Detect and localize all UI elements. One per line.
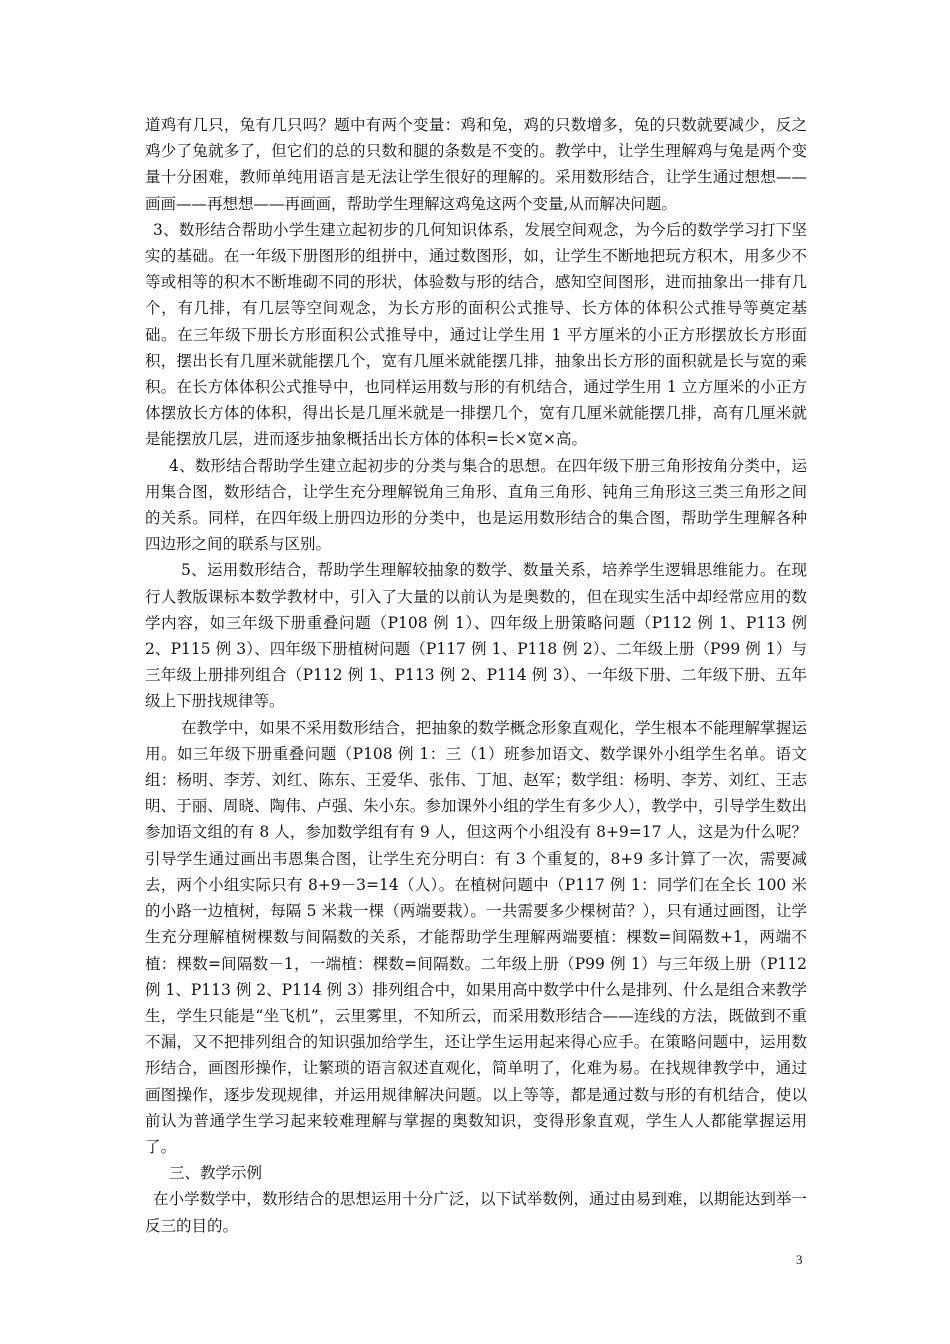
page-number: 3 [796,1252,803,1267]
document-body [145,112,807,1239]
paragraph-teaching-examples: 在教学中，如果不采用数形结合，把抽象的数学概念形象直观化，学生根本不能理解掌握运用。如三年级下册重叠问题（P108 例 1：三（1）班参加语文、数学课外小组学生名单。语文组：杨明、李芳、刘红、陈东、王爱华、张伟、丁旭、赵军；数学组：杨明、李芳、刘红、王志明、于丽、周晓、陶伟、卢强、朱小东。参加课外小组的学生有多少人），教学中，引导学生数出参加语文组的有 8 人，参加数学组有有 9 人，但这两个小组没有 8+9=17 人，这是为什么呢？引导学生通过画出韦恩集合图，让学生充分明白：有 3 个重复的，8+9 多计算了一次，需要减去，两个小组实际只有 8+9－3=14（人）。在植树问题中（P117 例 1：同学们在全长 100 米的小路一边植树，每隔 5 米栽一棵（两端要栽）。一共需要多少棵树苗？），只有通过画图，让学生充分理解植树棵数与间隔数的关系，才能帮助学生理解两端要植：棵数=间隔数+1，两端不植：棵数=间隔数－1，一端植：棵数=间隔数。二年级上册（P99 例 1）与三年级上册（P112 例 1、P113 例 2、P114 例 3）排列组合中，如果用高中数学中什么是排列、什么是组合来教学生，学生只能是“坐飞机”，云里雾里，不知所云，而采用数形结合——连线的方法，既做到不重不漏，又不把排列组合的知识强加给学生，还让学生运用起来得心应手。在策略问题中，运用数形结合，画图形操作，让繁琐的语言叙述直观化，简单明了，化难为易。在找规律教学中，通过画图操作，逐步发现规律，并运用规律解决问题。以上等等，都是通过数与形的有机结合，使以前认为普通学生学习起来较难理解与掌握的奥数知识，变得形象直观，学生人人都能掌握运用了。 [145,718,807,1156]
paragraph-intro-examples: 在小学数学中，数形结合的思想运用十分广泛，以下试举数例，通过由易到难，以期能达到举一反三的目的。 [145,1190,807,1235]
paragraph-point-3: 3、数形结合帮助小学生建立起初步的几何知识体系，发展空间观念，为今后的数学学习打下坚实的基础。在一年级下册图形的组拼中，通过数图形，如，让学生不断地把玩方积木，用多少不等或相等的积木不断堆砌不同的形状，体验数与形的结合，感知空间图形，进而抽象出一排有几个，有几排，有几层等空间观念，为长方形的面积公式推导、长方体的体积公式推导等奠定基础。在三年级下册长方形面积公式推导中，通过让学生用 1 平方厘米的小正方形摆放长方形面积，摆出长有几厘米就能摆几个，宽有几厘米就能摆几排，抽象出长方形的面积就是长与宽的乘积。在长方体体积公式推导中，也同样运用数与形的有机结合，通过学生用 1 立方厘米的小正方体摆放长方体的体积，得出长是几厘米就是一排摆几个，宽有几厘米就能摆几排，高有几厘米就是能摆放几层，进而逐步抽象概括出长方体的体积=长×宽×高。 [145,220,807,449]
paragraph-chicken-rabbit: 道鸡有几只，兔有几只吗？题中有两个变量：鸡和兔，鸡的只数增多，兔的只数就要减少，反之鸡少了兔就多了，但它们的总的只数和腿的条数是不变的。教学中，让学生理解鸡与兔是两个变量十分困难，教师单纯用语言是无法让学生很好的理解的。采用数形结合，让学生通过想想——画画——再想想——再画画，帮助学生理解这鸡兔这两个变量,从而解决问题。 [145,116,807,213]
paragraph-point-5: 5、运用数形结合，帮助学生理解较抽象的数学、数量关系，培养学生逻辑思维能力。在现行人教版课标本数学教材中，引入了大量的以前认为是奥数的，但在现实生活中却经常应用的数学内容，如三年级下册重叠问题（P108 例 1）、四年级上册策略问题（P112 例 1、P113 例 2、P115 例 3）、四年级下册植树问题（P117 例 1、P118 例 2）、二年级上册（P99 例 1）与三年级上册排列组合（P112 例 1、P113 例 2、P114 例 3）、一年级下册、二年级下册、五年级上下册找规律等。 [145,561,807,711]
section-heading-teaching-demo: 三、教学示例 [169,1164,263,1183]
paragraph-point-4: 4、数形结合帮助学生建立起初步的分类与集合的思想。在四年级下册三角形按角分类中，运用集合图，数形结合，让学生充分理解锐角三角形、直角三角形、钝角三角形这三类三角形之间的关系。同样，在四年级上册四边形的分类中，也是运用数形结合的集合图，帮助学生理解各种四边形之间的联系与区别。 [145,456,807,554]
